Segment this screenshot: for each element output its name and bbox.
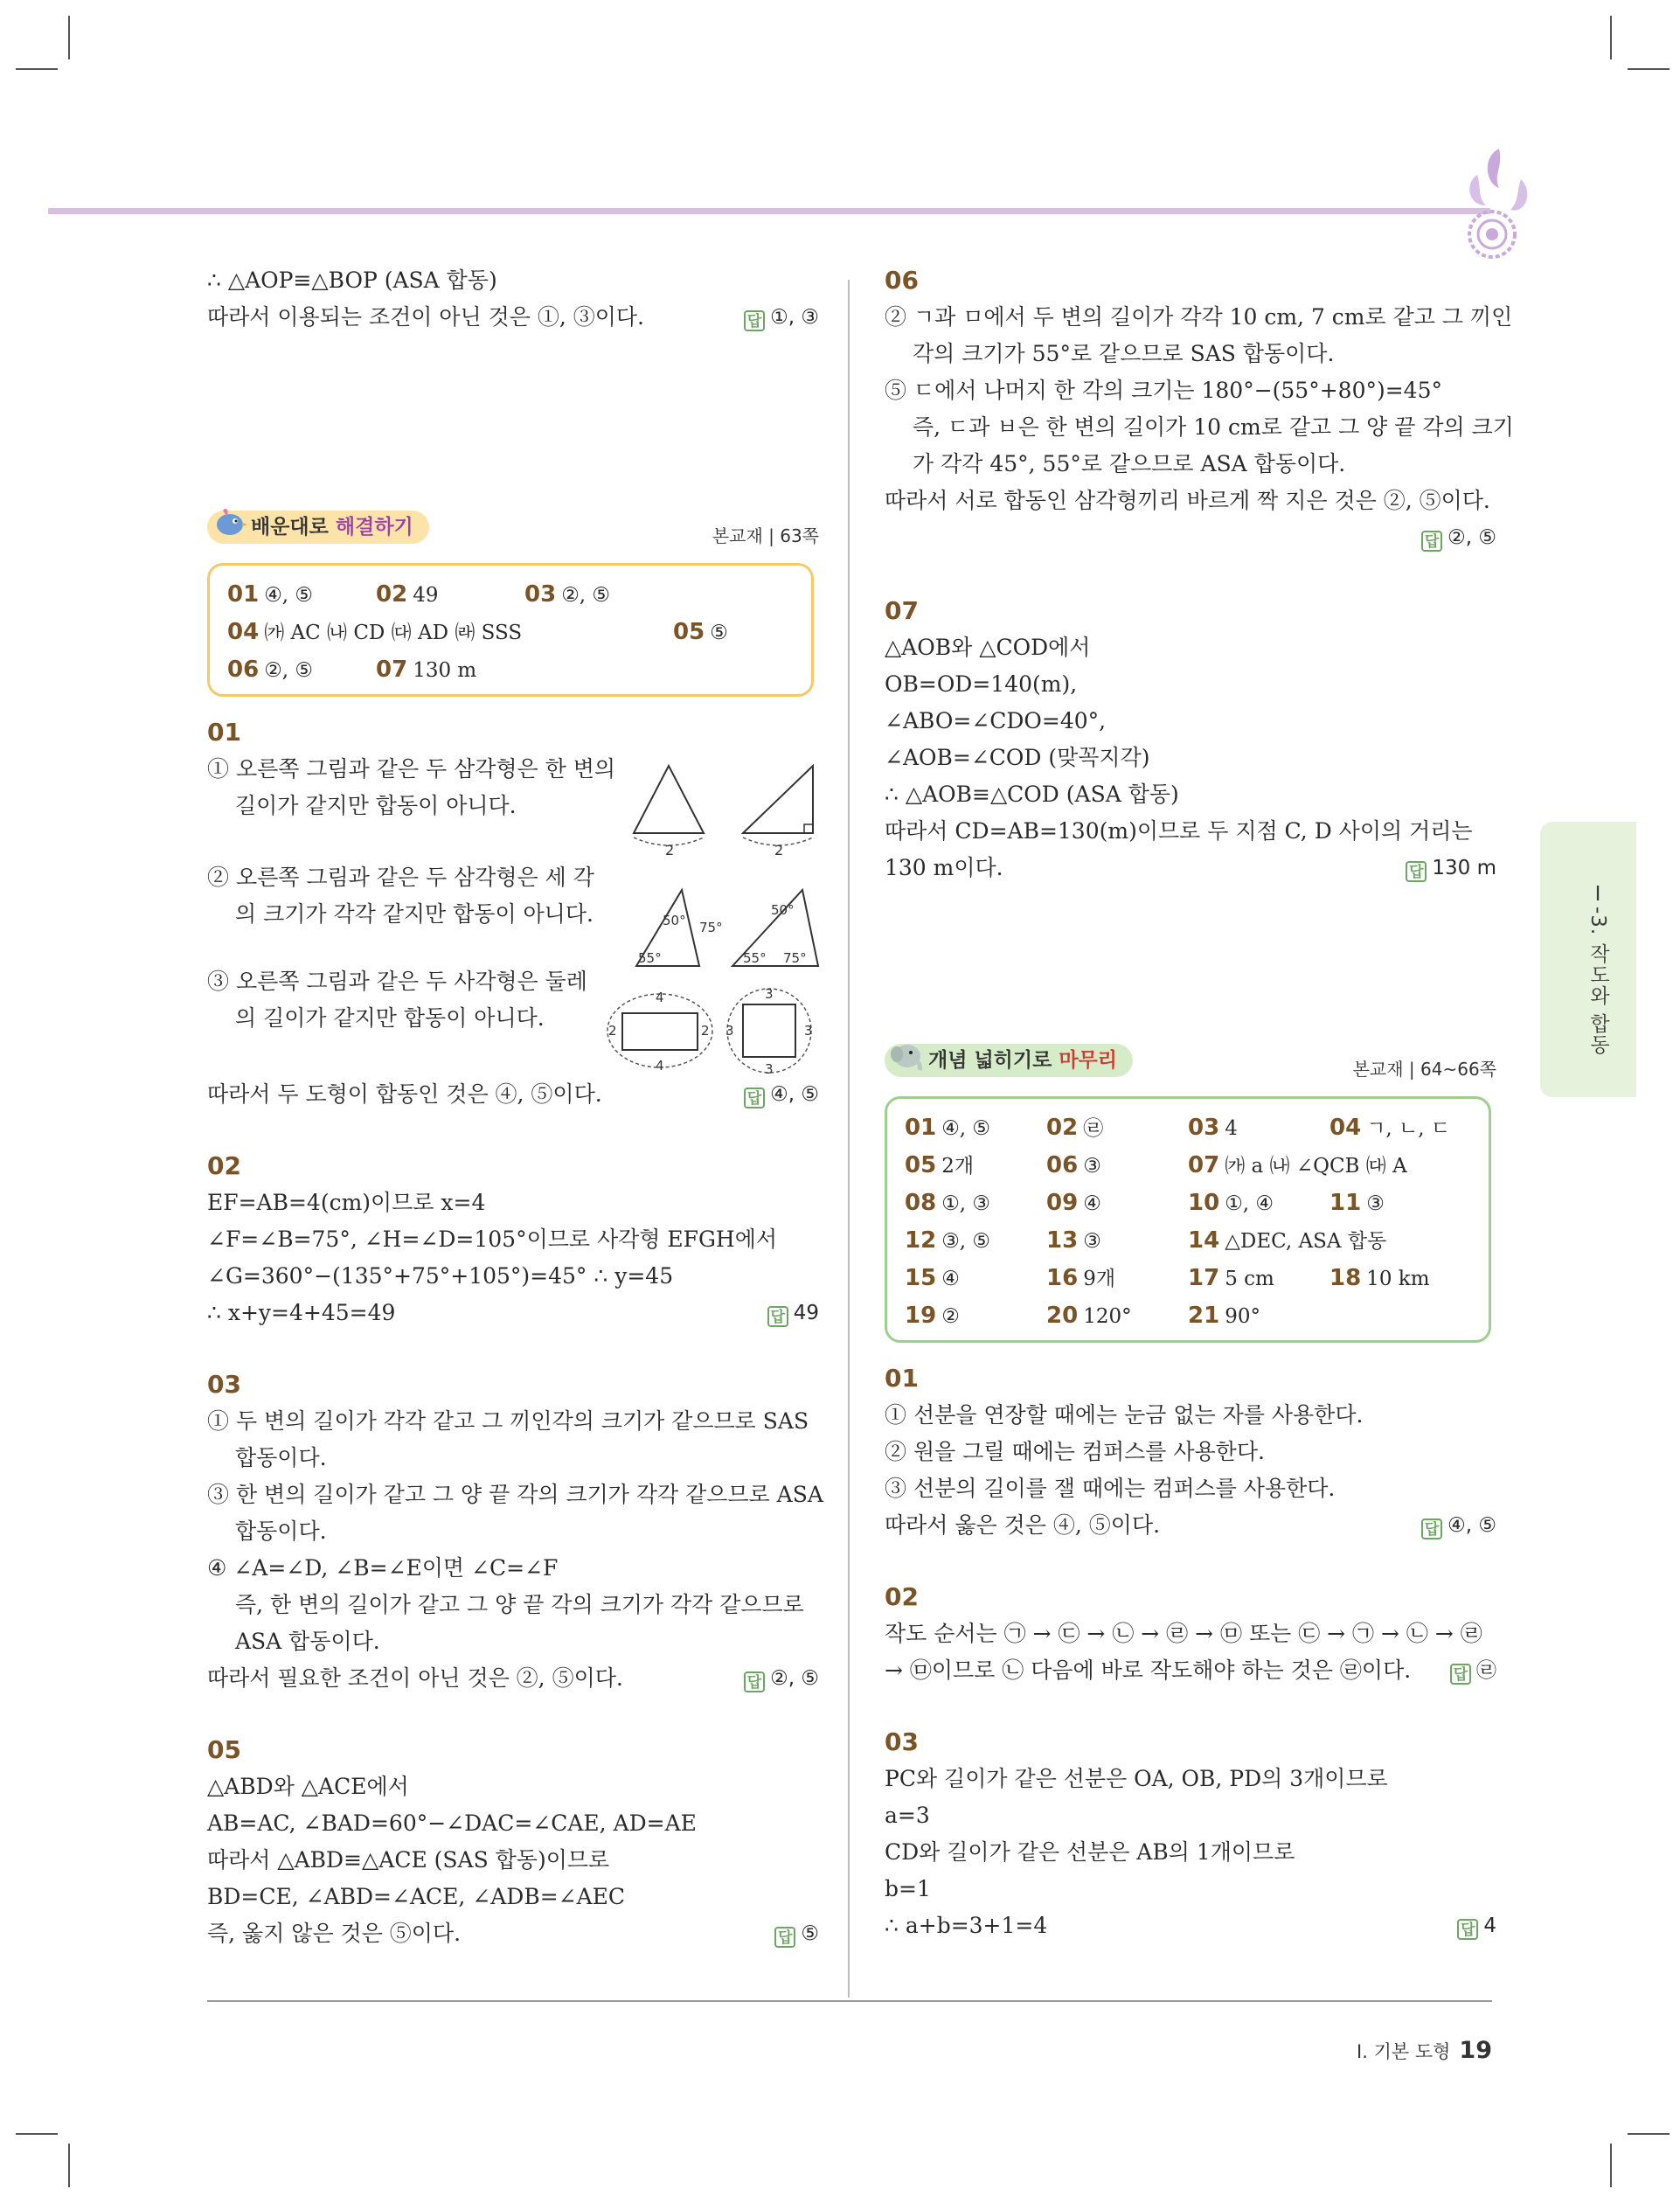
problem-number: 02 [207, 1151, 241, 1180]
crop-mark [1628, 68, 1670, 70]
svg-text:2: 2 [665, 842, 675, 858]
problem-number: 01 [207, 718, 241, 747]
text-line: ∴ △AOB≡△COD (ASA 합동) [885, 782, 1179, 807]
answer-value: ①, ③ [770, 306, 819, 329]
elephant-icon [888, 1037, 925, 1074]
text-line: ③ 오른쪽 그림과 같은 두 사각형은 둘레 [207, 969, 587, 994]
textbook-reference: 본교재 | 64~66쪽 [1352, 1059, 1496, 1080]
text-line: 즉, 한 변의 길이가 같고 그 양 끝 각의 크기가 각각 같으므로 [235, 1592, 804, 1617]
problem-number: 06 [885, 266, 919, 295]
text-line: 따라서 △ABD≡△ACE (SAS 합동)이므로 [207, 1847, 610, 1873]
text-line: → ㉤이므로 ㉡ 다음에 바로 작도해야 하는 것은 ㉣이다. 답 ㉣ [885, 1652, 1496, 1689]
text-line: ∴ x+y=4+45=49 답 49 [207, 1295, 819, 1331]
text-line: PC와 길이가 같은 선분은 OA, OB, PD의 3개이므로 [885, 1766, 1388, 1791]
answer-item: 04 ㄱ, ㄴ, ㄷ [1329, 1115, 1451, 1141]
text-line: ∠AOB=∠COD (맞꼭지각) [885, 745, 1150, 770]
answer-item: 05 2개 [905, 1152, 975, 1178]
text-line: 작도 순서는 ㉠ → ㉢ → ㉡ → ㉣ → ㉤ 또는 ㉢ → ㉠ → ㉡ → ㉣ [885, 1621, 1482, 1646]
answer-item: 14 △DEC, ASA 합동 [1188, 1227, 1387, 1254]
footer-rule [207, 2000, 1492, 2002]
text-line: ∴ a+b=3+1=4 답 4 [885, 1908, 1496, 1944]
summary-box-label [885, 1044, 1133, 1077]
answer-item: 06 ②, ⑤ [227, 657, 314, 683]
answer-grid [227, 576, 794, 689]
svg-text:3: 3 [804, 1023, 813, 1039]
svg-text:2: 2 [701, 1023, 710, 1039]
svg-text:75°: 75° [699, 920, 723, 935]
text-line: b=1 [885, 1876, 931, 1901]
text-line: ④ ∠A=∠D, ∠B=∠E이면 ∠C=∠F [207, 1555, 559, 1581]
text-line: ③ 한 변의 길이가 같고 그 양 끝 각의 크기가 각각 같으므로 ASA [207, 1482, 823, 1507]
answer-item: 06 ③ [1046, 1152, 1101, 1178]
right-column [885, 262, 1514, 1944]
text-line: ∠ABO=∠CDO=40°, [885, 708, 1107, 733]
text-line [885, 519, 1496, 556]
text-line: 의 크기가 각각 같지만 합동이 아니다. [235, 901, 594, 927]
answer-grid [905, 1109, 1471, 1335]
answer-item: 20 120° [1046, 1303, 1132, 1329]
summary-box-header [885, 1044, 1496, 1089]
svg-text:3: 3 [725, 1023, 734, 1039]
crop-mark [16, 2133, 58, 2135]
answer: 답 ㉣ [1450, 1652, 1496, 1689]
answer: 답 49 [767, 1295, 819, 1331]
problem-number: 01 [885, 1364, 919, 1393]
left-column [207, 262, 823, 1952]
chapter-side-tab-label: Ⅰ-3. 작도와 합동 [1586, 883, 1609, 1055]
answer-item: 01 ④, ⑤ [227, 581, 314, 608]
problem-number: 03 [885, 1727, 919, 1756]
column-divider [848, 280, 850, 1998]
svg-text:3: 3 [765, 986, 774, 1002]
label-part: 개념 넓히기로 [928, 1049, 1059, 1072]
answer-item: 18 10 km [1329, 1265, 1430, 1291]
svg-text:4: 4 [656, 1058, 664, 1074]
answer-item: 16 9개 [1046, 1265, 1116, 1291]
answer-icon: 답 [744, 310, 765, 331]
answer-item: 13 ③ [1046, 1227, 1101, 1254]
answer: 답 4 [1457, 1908, 1496, 1944]
text-line: ① 선분을 연장할 때에는 눈금 없는 자를 사용한다. [885, 1402, 1364, 1428]
answer-item: 01 ④, ⑤ [905, 1115, 991, 1141]
answer: 답 130 m [1406, 850, 1496, 886]
text-line: △ABD와 △ACE에서 [207, 1774, 409, 1799]
svg-text:50°: 50° [663, 913, 686, 928]
text-line: OB=OD=140(m), [885, 671, 1078, 697]
summary-box-label [207, 511, 429, 544]
problem-number: 05 [207, 1735, 241, 1764]
answer-item: 05 ⑤ [673, 619, 728, 645]
answer-item: 07 130 m [376, 657, 477, 683]
text-line: 따라서 필요한 조건이 아닌 것은 ②, ⑤이다. 답 ②, ⑤ [207, 1660, 819, 1697]
header-rule [48, 208, 1490, 214]
page-number: 19 [1459, 2037, 1492, 2064]
label-highlight: 마무리 [1059, 1049, 1117, 1072]
problem-number: 02 [885, 1582, 919, 1611]
textbook-reference: 본교재 | 63쪽 [712, 525, 819, 546]
answer-item: 17 5 cm [1188, 1265, 1274, 1291]
text-line: 따라서 CD=AB=130(m)이므로 두 지점 C, D 사이의 거리는 [885, 818, 1473, 844]
svg-text:50°: 50° [771, 902, 795, 918]
text-line: BD=CE, ∠ABD=∠ACE, ∠ADB=∠AEC [207, 1884, 626, 1909]
answer-item: 19 ② [905, 1303, 960, 1329]
answer: 답 ④, ⑤ [1421, 1507, 1496, 1544]
text-line: 합동이다. [235, 1518, 327, 1544]
text-line: 즉, 옳지 않은 것은 ⑤이다. 답 ⑤ [207, 1915, 819, 1952]
crop-mark [68, 2144, 70, 2187]
text-line [207, 299, 819, 336]
problem-number: 07 [885, 596, 919, 625]
crop-mark [1610, 16, 1612, 59]
text-line: 따라서 이용되는 조건이 아닌 것은 ①, ③이다. [207, 304, 644, 330]
text-line: ⑤ ㄷ에서 나머지 한 각의 크기는 180°−(55°+80°)=45° [885, 378, 1442, 403]
text-line: 의 길이가 같지만 합동이 아니다. [235, 1005, 545, 1031]
answer-summary-box [885, 1096, 1491, 1343]
text-line: ② ㄱ과 ㅁ에서 두 변의 길이가 각각 10 cm, 7 cm로 같고 그 끼인 [885, 304, 1513, 330]
answer-item: 03 4 [1188, 1115, 1238, 1141]
crop-mark [1628, 2133, 1670, 2135]
answer-item: 02 ㉣ [1046, 1115, 1104, 1141]
answer: 답 ②, ⑤ [744, 1660, 819, 1697]
svg-text:2: 2 [774, 842, 784, 858]
text-line: 가 각각 45°, 55°로 같으므로 ASA 합동이다. [913, 451, 1346, 476]
text-line: 따라서 서로 합동인 삼각형끼리 바르게 짝 지은 것은 ②, ⑤이다. [885, 488, 1490, 513]
text-line: EF=AB=4(cm)이므로 x=4 [207, 1190, 486, 1215]
text-line: 따라서 옳은 것은 ④, ⑤이다. 답 ④, ⑤ [885, 1507, 1496, 1544]
text-line: ① 두 변의 길이가 각각 같고 그 끼인각의 크기가 같으므로 SAS [207, 1408, 809, 1434]
text-line: 합동이다. [235, 1445, 327, 1470]
text-line: ASA 합동이다. [235, 1629, 380, 1654]
footer-chapter: Ⅰ. 기본 도형 [1357, 2041, 1451, 2062]
text-line: 길이가 같지만 합동이 아니다. [235, 793, 517, 818]
answer-item: 09 ④ [1046, 1190, 1101, 1216]
answer-item: 03 ②, ⑤ [524, 581, 611, 608]
answer-summary-box [207, 563, 814, 697]
answer-item: 08 ①, ③ [905, 1190, 991, 1216]
svg-text:3: 3 [765, 1061, 774, 1077]
text-line: ∠G=360°−(135°+75°+105°)=45° ∴ y=45 [207, 1263, 674, 1289]
flower-ornament [1451, 140, 1538, 271]
text-line: AB=AC, ∠BAD=60°−∠DAC=∠CAE, AD=AE [207, 1810, 697, 1836]
answer-item: 02 49 [376, 581, 439, 608]
text-line: 130 m이다. 답 130 m [885, 850, 1496, 886]
answer-item: 15 ④ [905, 1265, 960, 1291]
svg-text:55°: 55° [743, 950, 767, 966]
crop-mark [1610, 2144, 1612, 2187]
problem-number: 03 [207, 1370, 241, 1399]
triangles-figure-1 [621, 759, 830, 864]
answer [744, 299, 819, 336]
answer: 답 ④, ⑤ [744, 1076, 819, 1113]
label-part: 배운대로 [251, 516, 336, 539]
answer-item: 07 ㈎ a ㈏ ∠QCB ㈐ A [1188, 1152, 1407, 1178]
text-line: ③ 선분의 길이를 잴 때에는 컴퍼스를 사용한다. [885, 1476, 1336, 1501]
crop-mark [68, 16, 70, 59]
svg-text:75°: 75° [783, 950, 807, 966]
svg-text:55°: 55° [638, 950, 662, 966]
answer-item: 21 90° [1188, 1303, 1260, 1329]
text-line: a=3 [885, 1803, 930, 1828]
summary-box-header [207, 511, 819, 556]
text-line: 즉, ㄷ과 ㅂ은 한 변의 길이가 10 cm로 같고 그 양 끝 각의 크기 [913, 414, 1514, 440]
answer-item: 11 ③ [1329, 1190, 1385, 1216]
label-highlight: 해결하기 [335, 516, 413, 539]
text-line: ① 오른쪽 그림과 같은 두 삼각형은 한 변의 [207, 756, 616, 782]
text-line: ∴ △AOP≡△BOP (ASA 합동) [207, 268, 497, 293]
svg-text:4: 4 [656, 990, 664, 1005]
quadrilaterals-figure [603, 983, 830, 1079]
bird-icon [211, 504, 247, 540]
answer-item: 12 ③, ⑤ [905, 1227, 991, 1254]
svg-text:2: 2 [608, 1023, 617, 1039]
answer: 답 ⑤ [774, 1915, 819, 1952]
triangles-figure-2 [628, 883, 829, 979]
answer: 답 ②, ⑤ [1421, 519, 1496, 556]
text-line: ② 오른쪽 그림과 같은 두 삼각형은 세 각 [207, 865, 594, 890]
text-line: ∠F=∠B=75°, ∠H=∠D=105°이므로 사각형 EFGH에서 [207, 1227, 778, 1252]
text-line: △AOB와 △COD에서 [885, 635, 1091, 660]
answer-item: 04 ㈎ AC ㈏ CD ㈐ AD ㈑ SSS [227, 619, 523, 645]
text-line: 따라서 두 도형이 합동인 것은 ④, ⑤이다. 답 ④, ⑤ [207, 1076, 819, 1113]
page-footer [1357, 2037, 1492, 2064]
text-line: CD와 길이가 같은 선분은 AB의 1개이므로 [885, 1839, 1295, 1865]
crop-mark [16, 68, 58, 70]
text-line: ② 원을 그릴 때에는 컴퍼스를 사용한다. [885, 1439, 1265, 1464]
text-line: 각의 크기가 55°로 같으므로 SAS 합동이다. [913, 341, 1335, 366]
answer-item: 10 ①, ④ [1188, 1190, 1274, 1216]
